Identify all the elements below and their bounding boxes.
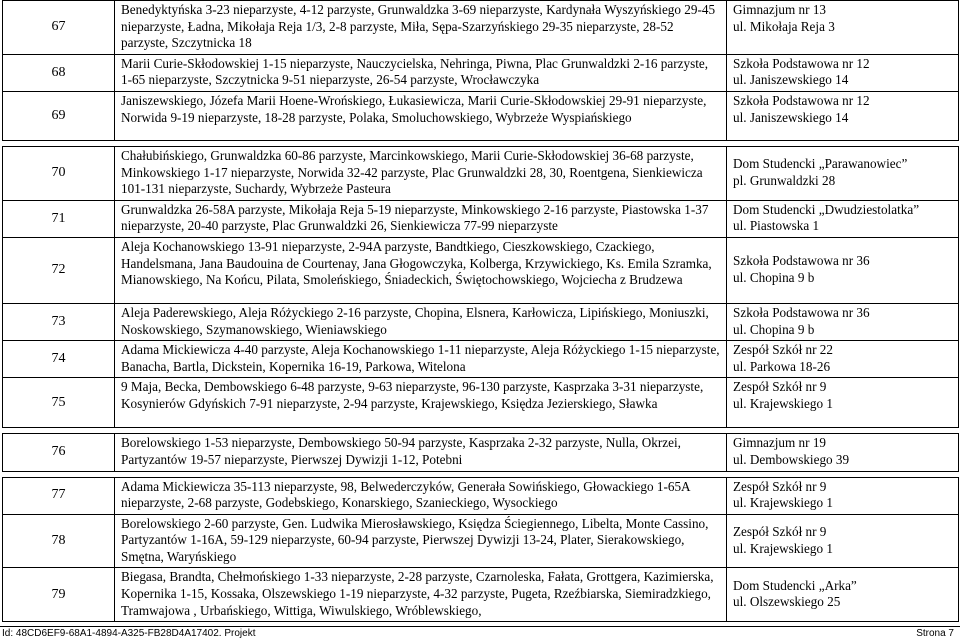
district-number: 75 (3, 378, 115, 428)
polling-station-address: pl. Grunwaldzki 28 (733, 172, 836, 188)
polling-station (727, 477, 959, 514)
polling-station-name: Zespół Szkół nr 9 (733, 478, 827, 494)
table-row (3, 434, 959, 471)
district-number: 79 (3, 568, 115, 622)
polling-station-address: ul. Mikołaja Reja 3 (733, 18, 835, 34)
polling-station-name: Gimnazjum nr 19 (733, 435, 827, 451)
street-list: Chałubińskiego, Grunwaldzka 60-86 parzyste, Marcinkowskiego, Marii Curie-Skłodowskiej 36-68 parzyste, Minkowskiego 1-17 nieparzyste, Norwida 32-42 parzyste, Plac Grunwaldzki 28, 30, Roentgena, Sienkiewicza 101-131 nieparzyste, Suchardy, Wybrzeże Pasteura (115, 146, 727, 200)
polling-station-name: Szkoła Podstawowa nr 12 (733, 55, 870, 71)
polling-station (727, 146, 959, 200)
polling-station-address: ul. Krajewskiego 1 (733, 540, 833, 556)
polling-station (727, 568, 959, 622)
district-number: 71 (3, 200, 115, 237)
polling-station-name: Szkoła Podstawowa nr 12 (733, 92, 870, 108)
table-row (3, 200, 959, 237)
table-row (3, 54, 959, 91)
street-list: Benedyktyńska 3-23 nieparzyste, 4-12 parzyste, Grunwaldzka 3-69 nieparzyste, Kardynała Wyszyńskiego 29-45 nieparzyste, Ładna, Mikołaja Reja 1/3, 2-8 parzyste, Miła, Sępa-Szarzyńskiego 29-35 nieparzyste, 28-52 parzyste, Szczytnicka 18 (115, 1, 727, 55)
polling-station (727, 1, 959, 55)
table-row (3, 514, 959, 568)
table-row (3, 91, 959, 140)
district-number: 68 (3, 54, 115, 91)
document-id: Id: 48CD6EF9-68A1-4894-A325-FB28D4A17402. Projekt (2, 628, 256, 639)
polling-station (727, 54, 959, 91)
table-row (3, 146, 959, 200)
polling-station-address: ul. Chopina 9 b (733, 269, 815, 285)
polling-station-address: ul. Krajewskiego 1 (733, 495, 833, 511)
polling-station-name: Szkoła Podstawowa nr 36 (733, 304, 870, 320)
table-row (3, 568, 959, 622)
polling-station-address: ul. Janiszewskiego 14 (733, 72, 849, 88)
district-number: 67 (3, 1, 115, 55)
table-row (3, 378, 959, 428)
street-list: Biegasa, Brandta, Chełmońskiego 1-33 nieparzyste, 2-28 parzyste, Czarnoleska, Fałata, Grottgera, Kazimierska, Kopernika 1-15, Kossaka, Olszewskiego 1-19 nieparzyste, 4-32 parzyste, Pugeta, Rzeźbiarska, Siemiradzkiego, Tramwajowa , Urbańskiego, Wittiga, Wiwulskiego, Wróblewskiego, (115, 568, 727, 622)
district-number: 76 (3, 434, 115, 471)
polling-station-address: ul. Dembowskiego 39 (733, 451, 850, 467)
page-footer (0, 626, 960, 640)
polling-station (727, 514, 959, 568)
street-list: Janiszewskiego, Józefa Marii Hoene-Wrońskiego, Łukasiewicza, Marii Curie-Skłodowskiej 29-91 nieparzyste, Norwida 9-19 nieparzyste, 18-28 parzyste, Polaka, Smoluchowskiego, Wybrzeże Wyspiańskiego (115, 91, 727, 140)
polling-station-name: Gimnazjum nr 13 (733, 2, 827, 17)
table-row (3, 303, 959, 340)
polling-station-name: Zespół Szkół nr 22 (733, 342, 833, 358)
polling-station (727, 378, 959, 428)
polling-station-name: Dom Studencki „Parawanowiec” (733, 156, 908, 172)
polling-station-address: ul. Olszewskiego 25 (733, 594, 841, 610)
polling-station-name: Zespół Szkół nr 9 (733, 523, 827, 539)
street-list: Marii Curie-Skłodowskiej 1-15 nieparzyste, Nauczycielska, Nehringa, Piwna, Plac Grunwaldzki 2-16 parzyste, 1-65 nieparzyste, Szczytnicka 9-51 nieparzyste, 26-54 parzyste, Wrocławczyka (115, 54, 727, 91)
district-number: 69 (3, 91, 115, 140)
table-row (3, 477, 959, 514)
polling-station-address: ul. Krajewskiego 1 (733, 395, 833, 411)
district-number: 74 (3, 341, 115, 378)
table-row (3, 1, 959, 55)
street-list: Grunwaldzka 26-58A parzyste, Mikołaja Reja 5-19 nieparzyste, Minkowskiego 2-16 parzyste, Piastowska 1-37 nieparzyste, 20-40 parzyste, Plac Grunwaldzki 26, Sienkiewicza 77-99 nieparzyste (115, 200, 727, 237)
street-list: 9 Maja, Becka, Dembowskiego 6-48 parzyste, 9-63 nieparzyste, 96-130 parzyste, Kasprzaka 3-31 nieparzyste, Kosynierów Gdyńskich 7-91 nieparzyste, 2-94 parzyste, Krajewskiego, Księdza Jezierskiego, Sławka (115, 378, 727, 428)
polling-station (727, 341, 959, 378)
table-row (3, 237, 959, 303)
district-table (2, 0, 959, 622)
polling-station (727, 237, 959, 303)
district-number: 77 (3, 477, 115, 514)
district-number: 78 (3, 514, 115, 568)
district-number: 70 (3, 146, 115, 200)
district-number: 72 (3, 237, 115, 303)
polling-station-address: ul. Piastowska 1 (733, 218, 820, 234)
polling-station-name: Szkoła Podstawowa nr 36 (733, 253, 870, 269)
polling-station (727, 303, 959, 340)
page-number: Strona 7 (916, 628, 954, 639)
street-list: Aleja Kochanowskiego 13-91 nieparzyste, 2-94A parzyste, Bandtkiego, Cieszkowskiego, Czackiego, Handelsmana, Jana Baudouina de Courtenay, Jana Głogowczyka, Kolberga, Krzywickiego, Ks. Emila Szramka, Mianowskiego, Na Końcu, Pilata, Smoleńskiego, Śniadeckich, Świętochowskiego, Wojciecha z Brudzewa (115, 237, 727, 303)
street-list: Aleja Paderewskiego, Aleja Różyckiego 2-16 parzyste, Chopina, Elsnera, Karłowicza, Lipińskiego, Moniuszki, Noskowskiego, Szymanowskiego, Wieniawskiego (115, 303, 727, 340)
polling-station (727, 434, 959, 471)
polling-station (727, 200, 959, 237)
street-list: Adama Mickiewicza 35-113 nieparzyste, 98, Belwederczyków, Generała Sowińskiego, Głowackiego 1-65A nieparzyste, 2-68 parzyste, Godebskiego, Konarskiego, Szanieckiego, Wysockiego (115, 477, 727, 514)
polling-station-name: Dom Studencki „Arka” (733, 577, 857, 593)
street-list: Borelowskiego 1-53 nieparzyste, Dembowskiego 50-94 parzyste, Kasprzaka 2-32 parzyste, Nulla, Okrzei, Partyzantów 19-57 nieparzyste, Pierwszej Dywizji 1-12, Potebni (115, 434, 727, 471)
street-list: Borelowskiego 2-60 parzyste, Gen. Ludwika Mierosławskiego, Księdza Ściegiennego, Libelta, Monte Cassino, Partyzantów 1-16A, 59-129 nieparzyste, 60-94 parzyste, Pierwszej Dywizji 13-24, Plater, Sierakowskiego, Smętna, Waryńskiego (115, 514, 727, 568)
district-number: 73 (3, 303, 115, 340)
polling-station-address: ul. Parkowa 18-26 (733, 358, 831, 374)
polling-station (727, 91, 959, 140)
polling-station-name: Dom Studencki „Dwudziestolatka” (733, 201, 920, 217)
table-row (3, 341, 959, 378)
street-list: Adama Mickiewicza 4-40 parzyste, Aleja Kochanowskiego 1-11 nieparzyste, Aleja Różyckiego 1-15 nieparzyste, Banacha, Bartla, Dickstein, Kopernika 16-19, Parkowa, Witelona (115, 341, 727, 378)
polling-station-address: ul. Janiszewskiego 14 (733, 109, 849, 125)
polling-station-address: ul. Chopina 9 b (733, 321, 815, 337)
polling-station-name: Zespół Szkół nr 9 (733, 379, 827, 395)
